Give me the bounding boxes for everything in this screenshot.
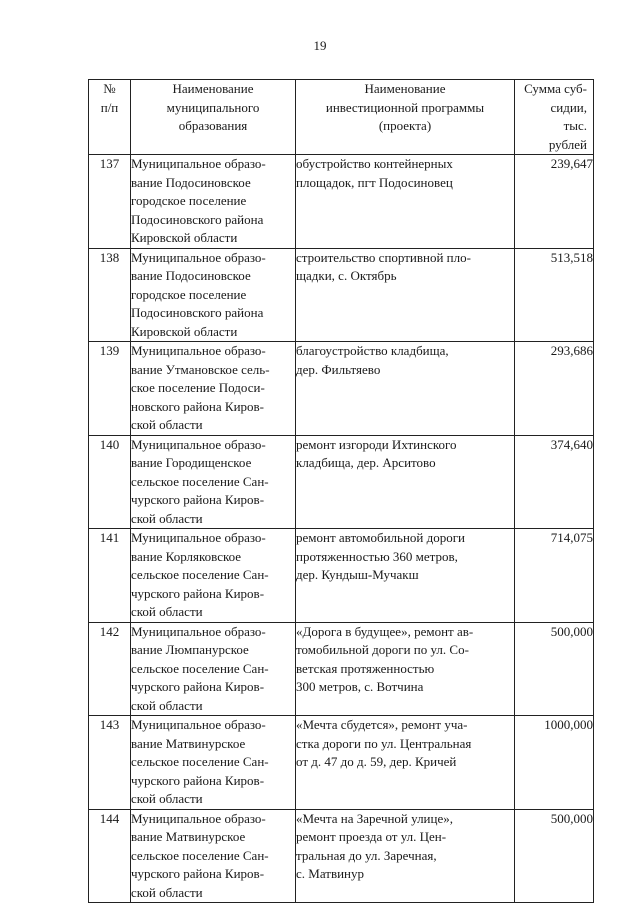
row-sum: 374,640 [515, 435, 594, 529]
header-row [89, 80, 594, 155]
table-row [89, 435, 594, 529]
row-program: строительство спортивной пло- щадки, с. Октябрь [296, 248, 515, 342]
table-row [89, 248, 594, 342]
table-body [89, 155, 594, 903]
row-program: благоустройство кладбища, дер. Фильтяево [296, 342, 515, 436]
row-program: «Мечта сбудется», ремонт уча- стка дороги по ул. Центральная от д. 47 до д. 59, дер. Кричей [296, 716, 515, 810]
row-program: «Дорога в будущее», ремонт ав- томобильной дороги по ул. Со- ветская протяженностью 300 метров, с. Вотчина [296, 622, 515, 716]
row-municipality: Муниципальное образо- вание Матвинурское сельское поселение Сан- чурского района Киров- ской области [131, 809, 296, 903]
table-header [89, 80, 594, 155]
row-municipality: Муниципальное образо- вание Утмановское сель- ское поселение Подоси- новского района Киров- ской области [131, 342, 296, 436]
subsidy-table [88, 79, 594, 903]
header-number: № п/п [89, 80, 131, 155]
row-program: «Мечта на Заречной улице», ремонт проезда от ул. Цен- тральная до ул. Заречная, с. Матвинур [296, 809, 515, 903]
row-sum: 513,518 [515, 248, 594, 342]
row-municipality: Муниципальное образо- вание Подосиновское городское поселение Подосиновского района Кировской области [131, 248, 296, 342]
header-program: Наименование инвестиционной программы (проекта) [296, 80, 515, 155]
row-number: 144 [89, 809, 131, 903]
row-number: 141 [89, 529, 131, 623]
table-row [89, 342, 594, 436]
row-program: обустройство контейнерных площадок, пгт Подосиновец [296, 155, 515, 249]
row-sum: 500,000 [515, 622, 594, 716]
row-sum: 293,686 [515, 342, 594, 436]
row-program: ремонт автомобильной дороги протяженностью 360 метров, дер. Кундыш-Мучакш [296, 529, 515, 623]
row-sum: 714,075 [515, 529, 594, 623]
row-municipality: Муниципальное образо- вание Матвинурское сельское поселение Сан- чурского района Киров- ской области [131, 716, 296, 810]
row-municipality: Муниципальное образо- вание Люмпанурское сельское поселение Сан- чурского района Киров- ской области [131, 622, 296, 716]
row-municipality: Муниципальное образо- вание Корляковское сельское поселение Сан- чурского района Киров- ской области [131, 529, 296, 623]
row-municipality: Муниципальное образо- вание Городищенское сельское поселение Сан- чурского района Киров- ской области [131, 435, 296, 529]
row-number: 143 [89, 716, 131, 810]
row-sum: 1000,000 [515, 716, 594, 810]
header-sum: Сумма суб- сидии, тыс. рублей [515, 80, 594, 155]
row-number: 137 [89, 155, 131, 249]
row-number: 139 [89, 342, 131, 436]
row-number: 142 [89, 622, 131, 716]
row-sum: 500,000 [515, 809, 594, 903]
row-number: 140 [89, 435, 131, 529]
row-municipality: Муниципальное образо- вание Подосиновское городское поселение Подосиновского района Кировской области [131, 155, 296, 249]
header-municipality: Наименование муниципального образования [131, 80, 296, 155]
row-program: ремонт изгороди Ихтинского кладбища, дер. Арситово [296, 435, 515, 529]
table-row [89, 155, 594, 249]
table-row [89, 809, 594, 903]
table-row [89, 622, 594, 716]
table-row [89, 716, 594, 810]
row-sum: 239,647 [515, 155, 594, 249]
table-row [89, 529, 594, 623]
page-number: 19 [313, 38, 327, 53]
row-number: 138 [89, 248, 131, 342]
